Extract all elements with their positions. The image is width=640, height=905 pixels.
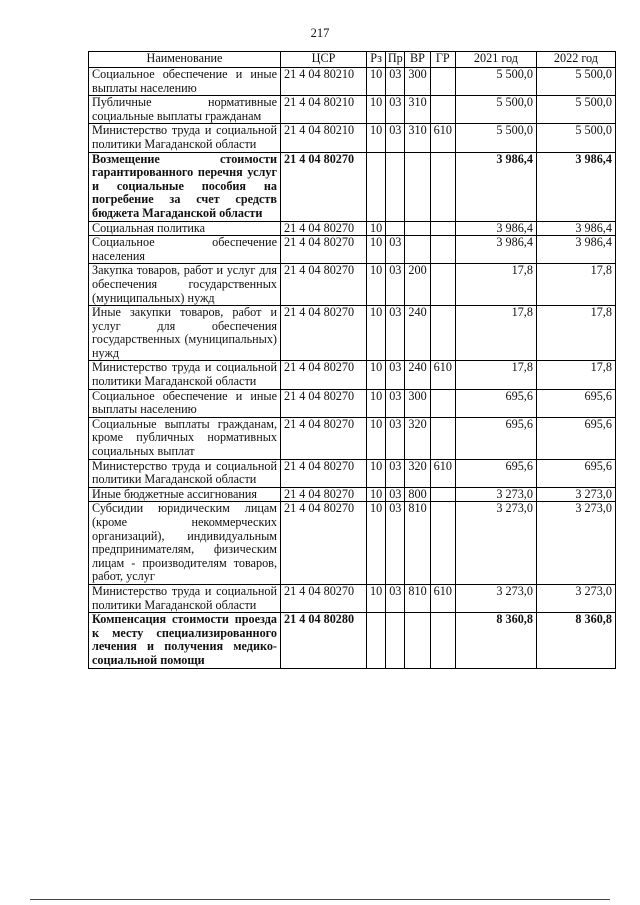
cell-vr: 200 <box>405 264 430 306</box>
cell-y2022: 3 273,0 <box>536 584 615 612</box>
cell-name: Министерство труда и социальной политики Магаданской области <box>89 459 281 487</box>
cell-csr: 21 4 04 80270 <box>281 221 367 236</box>
cell-y2021: 17,8 <box>455 361 536 389</box>
table-row <box>89 124 616 152</box>
cell-rz: 10 <box>367 221 386 236</box>
cell-csr: 21 4 04 80270 <box>281 487 367 502</box>
cell-rz <box>367 152 386 221</box>
cell-name: Социальное обеспечение и иные выплаты населению <box>89 68 281 96</box>
table-row <box>89 236 616 264</box>
cell-y2022: 17,8 <box>536 264 615 306</box>
page-number: 217 <box>310 26 330 40</box>
cell-rz: 10 <box>367 124 386 152</box>
cell-pr: 03 <box>386 124 405 152</box>
header-gr: ГР <box>430 52 455 68</box>
cell-name: Министерство труда и социальной политики Магаданской области <box>89 124 281 152</box>
cell-y2021: 5 500,0 <box>455 68 536 96</box>
cell-pr: 03 <box>386 68 405 96</box>
cell-rz: 10 <box>367 584 386 612</box>
cell-pr: 03 <box>386 487 405 502</box>
cell-gr <box>430 236 455 264</box>
cell-y2022: 3 986,4 <box>536 221 615 236</box>
cell-y2022: 5 500,0 <box>536 96 615 124</box>
cell-vr: 240 <box>405 361 430 389</box>
header-rz: Рз <box>367 52 386 68</box>
cell-y2022: 3 273,0 <box>536 487 615 502</box>
cell-vr <box>405 221 430 236</box>
cell-gr <box>430 502 455 585</box>
cell-pr: 03 <box>386 236 405 264</box>
table-row <box>89 361 616 389</box>
table-row <box>89 264 616 306</box>
cell-name: Возмещение стоимости гарантированного перечня услуг и социальные пособия на погребение за счет средств бюджета Магаданской области <box>89 152 281 221</box>
cell-pr: 03 <box>386 389 405 417</box>
cell-pr: 03 <box>386 306 405 361</box>
cell-y2021: 695,6 <box>455 389 536 417</box>
cell-rz: 10 <box>367 389 386 417</box>
cell-y2021: 17,8 <box>455 264 536 306</box>
table-row <box>89 152 616 221</box>
cell-vr <box>405 236 430 264</box>
cell-csr: 21 4 04 80270 <box>281 459 367 487</box>
cell-rz: 10 <box>367 502 386 585</box>
cell-y2022: 5 500,0 <box>536 124 615 152</box>
cell-pr: 03 <box>386 502 405 585</box>
table-row <box>89 502 616 585</box>
header-vr: ВР <box>405 52 430 68</box>
cell-gr <box>430 389 455 417</box>
cell-name: Иные бюджетные ассигнования <box>89 487 281 502</box>
cell-rz: 10 <box>367 68 386 96</box>
cell-y2022: 17,8 <box>536 306 615 361</box>
cell-name: Министерство труда и социальной политики Магаданской области <box>89 584 281 612</box>
cell-y2022: 5 500,0 <box>536 68 615 96</box>
cell-vr: 810 <box>405 502 430 585</box>
cell-name: Субсидии юридическим лицам (кроме некоммерческих организаций), индивидуальным предпринимателям, физическим лицам - производителям товаров, работ, услуг <box>89 502 281 585</box>
cell-y2021: 3 986,4 <box>455 152 536 221</box>
cell-vr: 310 <box>405 96 430 124</box>
cell-gr <box>430 221 455 236</box>
cell-pr <box>386 613 405 668</box>
cell-name: Социальная политика <box>89 221 281 236</box>
cell-y2022: 3 986,4 <box>536 152 615 221</box>
cell-y2022: 3 986,4 <box>536 236 615 264</box>
cell-gr <box>430 306 455 361</box>
header-2021: 2021 год <box>455 52 536 68</box>
cell-csr: 21 4 04 80270 <box>281 306 367 361</box>
cell-gr <box>430 417 455 459</box>
cell-gr <box>430 152 455 221</box>
cell-name: Иные закупки товаров, работ и услуг для обеспечения государственных (муниципальных) нужд <box>89 306 281 361</box>
table-row <box>89 487 616 502</box>
cell-rz: 10 <box>367 264 386 306</box>
cell-vr <box>405 152 430 221</box>
table-row <box>89 389 616 417</box>
cell-rz: 10 <box>367 417 386 459</box>
cell-csr: 21 4 04 80270 <box>281 389 367 417</box>
cell-csr: 21 4 04 80270 <box>281 264 367 306</box>
cell-y2021: 3 273,0 <box>455 487 536 502</box>
cell-y2021: 695,6 <box>455 417 536 459</box>
cell-pr: 03 <box>386 417 405 459</box>
cell-y2022: 695,6 <box>536 417 615 459</box>
cell-gr <box>430 264 455 306</box>
cell-rz <box>367 613 386 668</box>
cell-y2022: 8 360,8 <box>536 613 615 668</box>
cell-pr: 03 <box>386 96 405 124</box>
table-row <box>89 221 616 236</box>
cell-pr: 03 <box>386 584 405 612</box>
cell-vr: 240 <box>405 306 430 361</box>
cell-y2021: 3 273,0 <box>455 584 536 612</box>
cell-y2022: 695,6 <box>536 389 615 417</box>
cell-vr: 320 <box>405 417 430 459</box>
cell-vr <box>405 613 430 668</box>
cell-y2021: 5 500,0 <box>455 96 536 124</box>
cell-y2021: 3 273,0 <box>455 502 536 585</box>
cell-pr: 03 <box>386 459 405 487</box>
cell-name: Публичные нормативные социальные выплаты гражданам <box>89 96 281 124</box>
cell-pr <box>386 152 405 221</box>
cell-rz: 10 <box>367 487 386 502</box>
cell-rz: 10 <box>367 306 386 361</box>
cell-gr <box>430 487 455 502</box>
cell-vr: 310 <box>405 124 430 152</box>
cell-vr: 300 <box>405 68 430 96</box>
cell-name: Компенсация стоимости проезда к месту специализированного лечения и получения медико-социальной помощи <box>89 613 281 668</box>
table-row <box>89 613 616 668</box>
cell-vr: 300 <box>405 389 430 417</box>
cell-csr: 21 4 04 80270 <box>281 502 367 585</box>
cell-name: Социальные выплаты гражданам, кроме публичных нормативных социальных выплат <box>89 417 281 459</box>
table-header-row <box>89 52 616 68</box>
cell-csr: 21 4 04 80280 <box>281 613 367 668</box>
cell-y2022: 695,6 <box>536 459 615 487</box>
budget-table <box>88 51 616 669</box>
cell-name: Социальное обеспечение населения <box>89 236 281 264</box>
cell-csr: 21 4 04 80210 <box>281 68 367 96</box>
cell-gr: 610 <box>430 459 455 487</box>
cell-csr: 21 4 04 80270 <box>281 417 367 459</box>
table-body <box>89 68 616 669</box>
footer-divider <box>30 899 610 900</box>
cell-csr: 21 4 04 80210 <box>281 96 367 124</box>
cell-csr: 21 4 04 80270 <box>281 584 367 612</box>
cell-name: Закупка товаров, работ и услуг для обеспечения государственных (муниципальных) нужд <box>89 264 281 306</box>
cell-gr: 610 <box>430 584 455 612</box>
cell-y2021: 8 360,8 <box>455 613 536 668</box>
cell-gr <box>430 68 455 96</box>
header-2022: 2022 год <box>536 52 615 68</box>
cell-vr: 320 <box>405 459 430 487</box>
cell-gr: 610 <box>430 124 455 152</box>
cell-rz: 10 <box>367 96 386 124</box>
cell-rz: 10 <box>367 236 386 264</box>
table-row <box>89 306 616 361</box>
cell-gr <box>430 96 455 124</box>
cell-y2021: 17,8 <box>455 306 536 361</box>
cell-y2022: 17,8 <box>536 361 615 389</box>
header-pr: Пр <box>386 52 405 68</box>
cell-csr: 21 4 04 80210 <box>281 124 367 152</box>
header-csr: ЦСР <box>281 52 367 68</box>
cell-y2021: 3 986,4 <box>455 221 536 236</box>
cell-y2021: 695,6 <box>455 459 536 487</box>
cell-csr: 21 4 04 80270 <box>281 152 367 221</box>
cell-csr: 21 4 04 80270 <box>281 236 367 264</box>
cell-name: Министерство труда и социальной политики Магаданской области <box>89 361 281 389</box>
cell-gr: 610 <box>430 361 455 389</box>
cell-pr <box>386 221 405 236</box>
cell-y2021: 5 500,0 <box>455 124 536 152</box>
cell-pr: 03 <box>386 361 405 389</box>
cell-name: Социальное обеспечение и иные выплаты населению <box>89 389 281 417</box>
cell-vr: 810 <box>405 584 430 612</box>
cell-csr: 21 4 04 80270 <box>281 361 367 389</box>
table-row <box>89 417 616 459</box>
table-row <box>89 68 616 96</box>
cell-vr: 800 <box>405 487 430 502</box>
cell-y2021: 3 986,4 <box>455 236 536 264</box>
cell-gr <box>430 613 455 668</box>
table-row <box>89 96 616 124</box>
cell-rz: 10 <box>367 459 386 487</box>
cell-pr: 03 <box>386 264 405 306</box>
table-row <box>89 459 616 487</box>
header-name: Наименование <box>89 52 281 68</box>
cell-rz: 10 <box>367 361 386 389</box>
table-row <box>89 584 616 612</box>
cell-y2022: 3 273,0 <box>536 502 615 585</box>
